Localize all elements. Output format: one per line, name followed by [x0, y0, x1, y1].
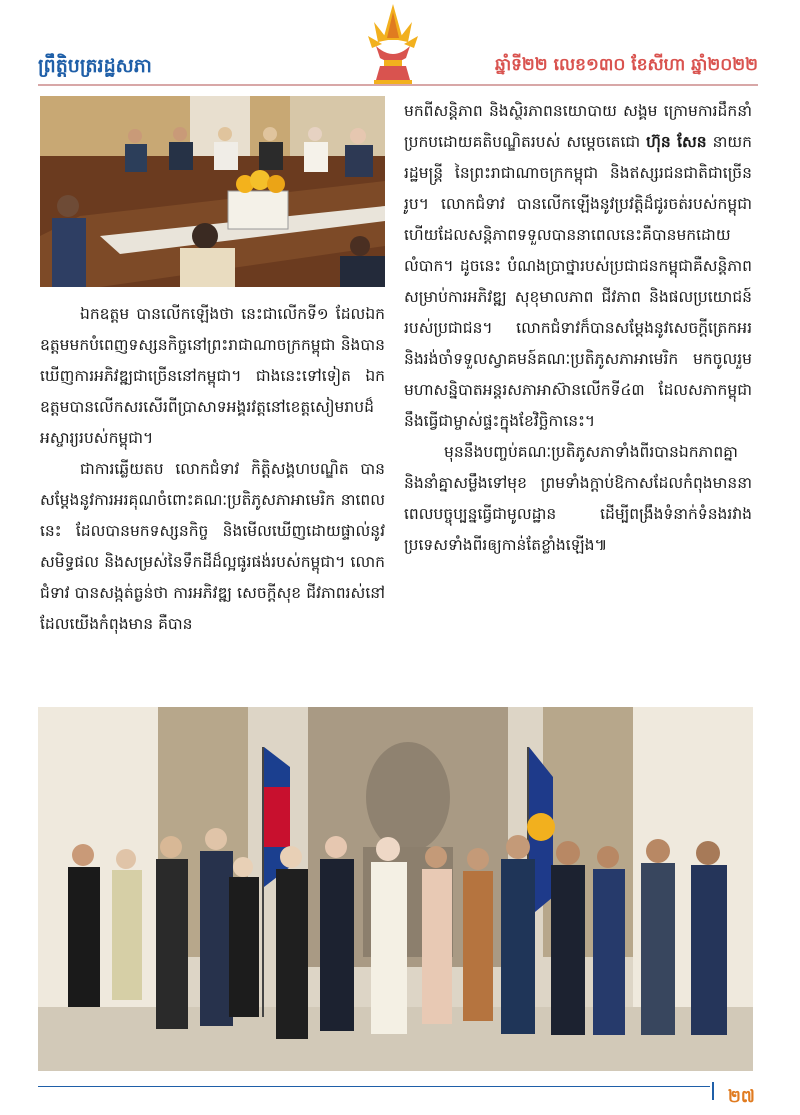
meeting-photo-icon [40, 96, 385, 287]
group-photo [38, 707, 753, 1071]
right-text-column [404, 96, 752, 561]
right-paragraph-1-start: មកពីសន្តិភាព និងស្ថិរភាពនយោបាយ សង្គម ក្រោមការដឹកនាំប្រកបដោយគតិបណ្ឌិតរបស់ សម្តេចតេជោ [404, 102, 752, 151]
header-divider [38, 84, 758, 86]
parliament-emblem-icon [366, 2, 420, 88]
issue-info: ឆ្នាំទី២២ លេខ១៣០ ខែសីហា ឆ្នាំ២០២២ [494, 55, 758, 75]
footer-divider [38, 1086, 710, 1087]
left-paragraph-2: ជាការឆ្លើយតប លោកជំទាវ កិត្តិសង្គហបណ្ឌិត បានសម្តែងនូវការអរគុណចំពោះគណៈប្រតិភូសភាអាមេរិក នាពេលនេះ ដែលបានមកទស្សនកិច្ច និងមើលឃើញដោយផ្ទាល់នូវសមិទ្ធផល និងសម្រស់នៃទឹកដីដ៏ល្អផូរផង់របស់កម្ពុជា។ លោកជំទាវ បានសង្កត់ធ្ងន់ថា ការអភិវឌ្ឍ សេចក្តីសុខ ជីវភាពរស់នៅដែលយើងកំពុងមាន គឺបាន [40, 460, 385, 633]
left-text-column [40, 299, 385, 640]
right-paragraph-1 [404, 96, 752, 437]
group-photo-icon [38, 707, 753, 1071]
meeting-photo [40, 96, 385, 287]
right-paragraph-1-end: នាយករដ្ឋមន្ត្រី នៃព្រះរាជាណាចក្រកម្ពុជា និងឥស្សរជនជាតិជាច្រើនរូប។ លោកជំទាវ បានលើកឡើងនូវប្រវត្តិដ៏ជូរចត់របស់កម្ពុជា ហើយដែលសន្តិភាពទទួលបាននាពេលនេះគឺបានមកដោយលំបាក។ ដូចនេះ បំណងប្រាថ្នារបស់ប្រជាជនកម្ពុជាគឺសន្តិភាព សម្រាប់ការអភិវឌ្ឍ សុខុមាលភាព ជីវភាព និងផលប្រយោជន៍របស់ប្រជាជន។ លោកជំទាវក៏បានសម្តែងនូវសេចក្តីត្រេកអរ និងរង់ចាំទទួលស្វាគមន៍គណៈប្រតិភូសភាអាមេរិក មកចូលរួមមហាសន្និបាតអន្តរសភាអាស៊ានលើកទី៤៣ ដែលសភាកម្ពុជានឹងធ្វើជាម្ចាស់ផ្ទះក្នុងខែវិច្ឆិកានេះ។ [404, 133, 752, 430]
bulletin-title: ព្រឹត្តិបត្ររដ្ឋសភា [38, 55, 152, 77]
footer-tick [712, 1082, 714, 1100]
left-paragraph-1: ឯកឧត្តម បានលើកឡើងថា នេះជាលើកទី១ ដែលឯកឧត្តមមកបំពេញទស្សនកិច្ចនៅព្រះរាជាណាចក្រកម្ពុជា និងបានឃើញការអភិវឌ្ឍជាច្រើននៅកម្ពុជា។ ជាងនេះទៅទៀត ឯកឧត្តមបានលើកសរសើរពីប្រាសាទអង្គរវត្តនៅខេត្តសៀមរាបដ៏អស្ចារ្យរបស់កម្ពុជា។ [40, 305, 385, 447]
prime-minister-name: ហ៊ុន សែន [646, 133, 707, 151]
page-number: ២៧ [728, 1087, 755, 1107]
right-paragraph-2: មុននឹងបញ្ចប់គណៈប្រតិភូសភាទាំងពីរបានឯកភាពគ្នា និងនាំគ្នាសម្លឹងទៅមុខ ព្រមទាំងក្តាប់ឱកាសដែលកំពុងមាននាពេលបច្ចុប្បន្នធ្វើជាមូលដ្ឋាន ដើម្បីពង្រឹងទំនាក់ទំនងរវាងប្រទេសទាំងពីរឲ្យកាន់តែខ្លាំងឡើង៕ [404, 443, 752, 554]
